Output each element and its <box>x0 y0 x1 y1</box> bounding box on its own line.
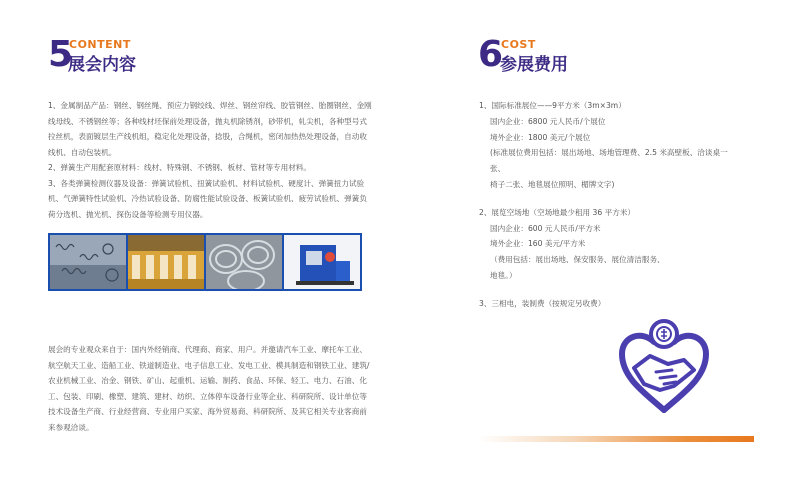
section-6-number: 6 <box>478 34 504 75</box>
cost-list <box>479 98 734 312</box>
handshake-heart-coin-icon <box>616 312 712 422</box>
content-item-3: 3、各类弹簧检测仪器及设备：弹簧试验机、扭簧试验机、材料试验机、硬度计、弹簧扭力试验机、气弹簧特性试验机、冷热试验设备、防腐性能试验设备、板簧试验机、疲劳试验机、弹簧负荷分选机、抛光机、探伤设备等检测专用仪器。 <box>48 178 367 219</box>
section-6-title: 参展费用 <box>500 55 568 75</box>
cost-line: （费用包括：展出场地、保安服务、展位清洁服务、 <box>490 255 665 265</box>
photo-springs <box>50 235 126 289</box>
cost-line: 境外企业：1800 美元/个展位 <box>490 132 591 142</box>
cost-item-3 <box>479 296 734 312</box>
photo-factory-line <box>128 235 204 289</box>
cost-item-1 <box>479 98 734 193</box>
photo-strip <box>48 233 362 291</box>
photo-wire-coils <box>206 235 282 289</box>
cost-item-head: 1、国际标准展位——9平方米（3m×3m） <box>479 101 626 110</box>
cost-line: 境外企业：160 美元/平方米 <box>490 239 586 249</box>
cost-line: 国内企业：600 元人民币/平方米 <box>490 223 601 233</box>
cost-line: 地毯。） <box>490 270 517 280</box>
section-5-title: 展会内容 <box>68 55 136 75</box>
cost-item-2 <box>479 205 734 284</box>
section-5-en-title: CONTENT <box>69 38 131 51</box>
content-item-2: 2、弹簧生产用配套原材料：线材、特殊钢、不锈钢、板材、管材等专用材料。 <box>48 163 312 172</box>
decorative-gradient-bar <box>478 436 754 442</box>
content-item-1: 1、金属制品产品：钢丝、钢丝绳、预应力钢绞线、焊丝、钢丝帘线、胶管钢丝、胎圈钢丝、金刚线母线、不锈钢丝等；各种线材坯保前处理设备，抛丸机除锈剂，砂带机，轧尖机，各种型号式拉丝机，表面镀层生产线机组，稳定化处理设备，捻股，合绳机，密闭加热热处理设备，自动收线机、自动包装机。 <box>48 101 372 157</box>
cost-line: (标准展位费用包括：展出场地、场地管理费、2.5 米高壁板、洽谈桌一张、 <box>490 148 728 174</box>
cost-line: 椅子二张、地毯展位照明、楣牌文字) <box>490 179 615 189</box>
cost-item-head: 3、三相电，装制费（按规定另收费） <box>479 298 606 308</box>
section-5-number: 5 <box>48 34 74 75</box>
audience-text: 展会的专业观众来自于：国内外经销商、代理商、商家、用户。并邀请汽车工业、摩托车工业、航空航天工业、造船工业、铁道制造业、电子信息工业、发电工业、模具制造和钢铁工业、建筑/农业机械工业、冶金、钢铁、矿山、起重机、运输、制药、食品、环保、轻工、电力、石油、化工、包装、印刷、橡塑、建筑、建材、纺织、立体停车设备行业等企业、科研院所、设计单位等技术设备生产商、行业经营商、专业用户买家、海外贸易商、科研院所、及其它相关专业客商前来参观洽谈。 <box>48 345 370 432</box>
cost-item-head: 2、展览空场地（空场地最少租用 36 平方米） <box>479 207 636 217</box>
cost-line: 国内企业：6800 元人民币/个展位 <box>490 116 606 126</box>
section-6-en-title: COST <box>501 38 536 51</box>
photo-blue-machine <box>284 235 360 289</box>
exhibit-content-text <box>48 98 374 222</box>
